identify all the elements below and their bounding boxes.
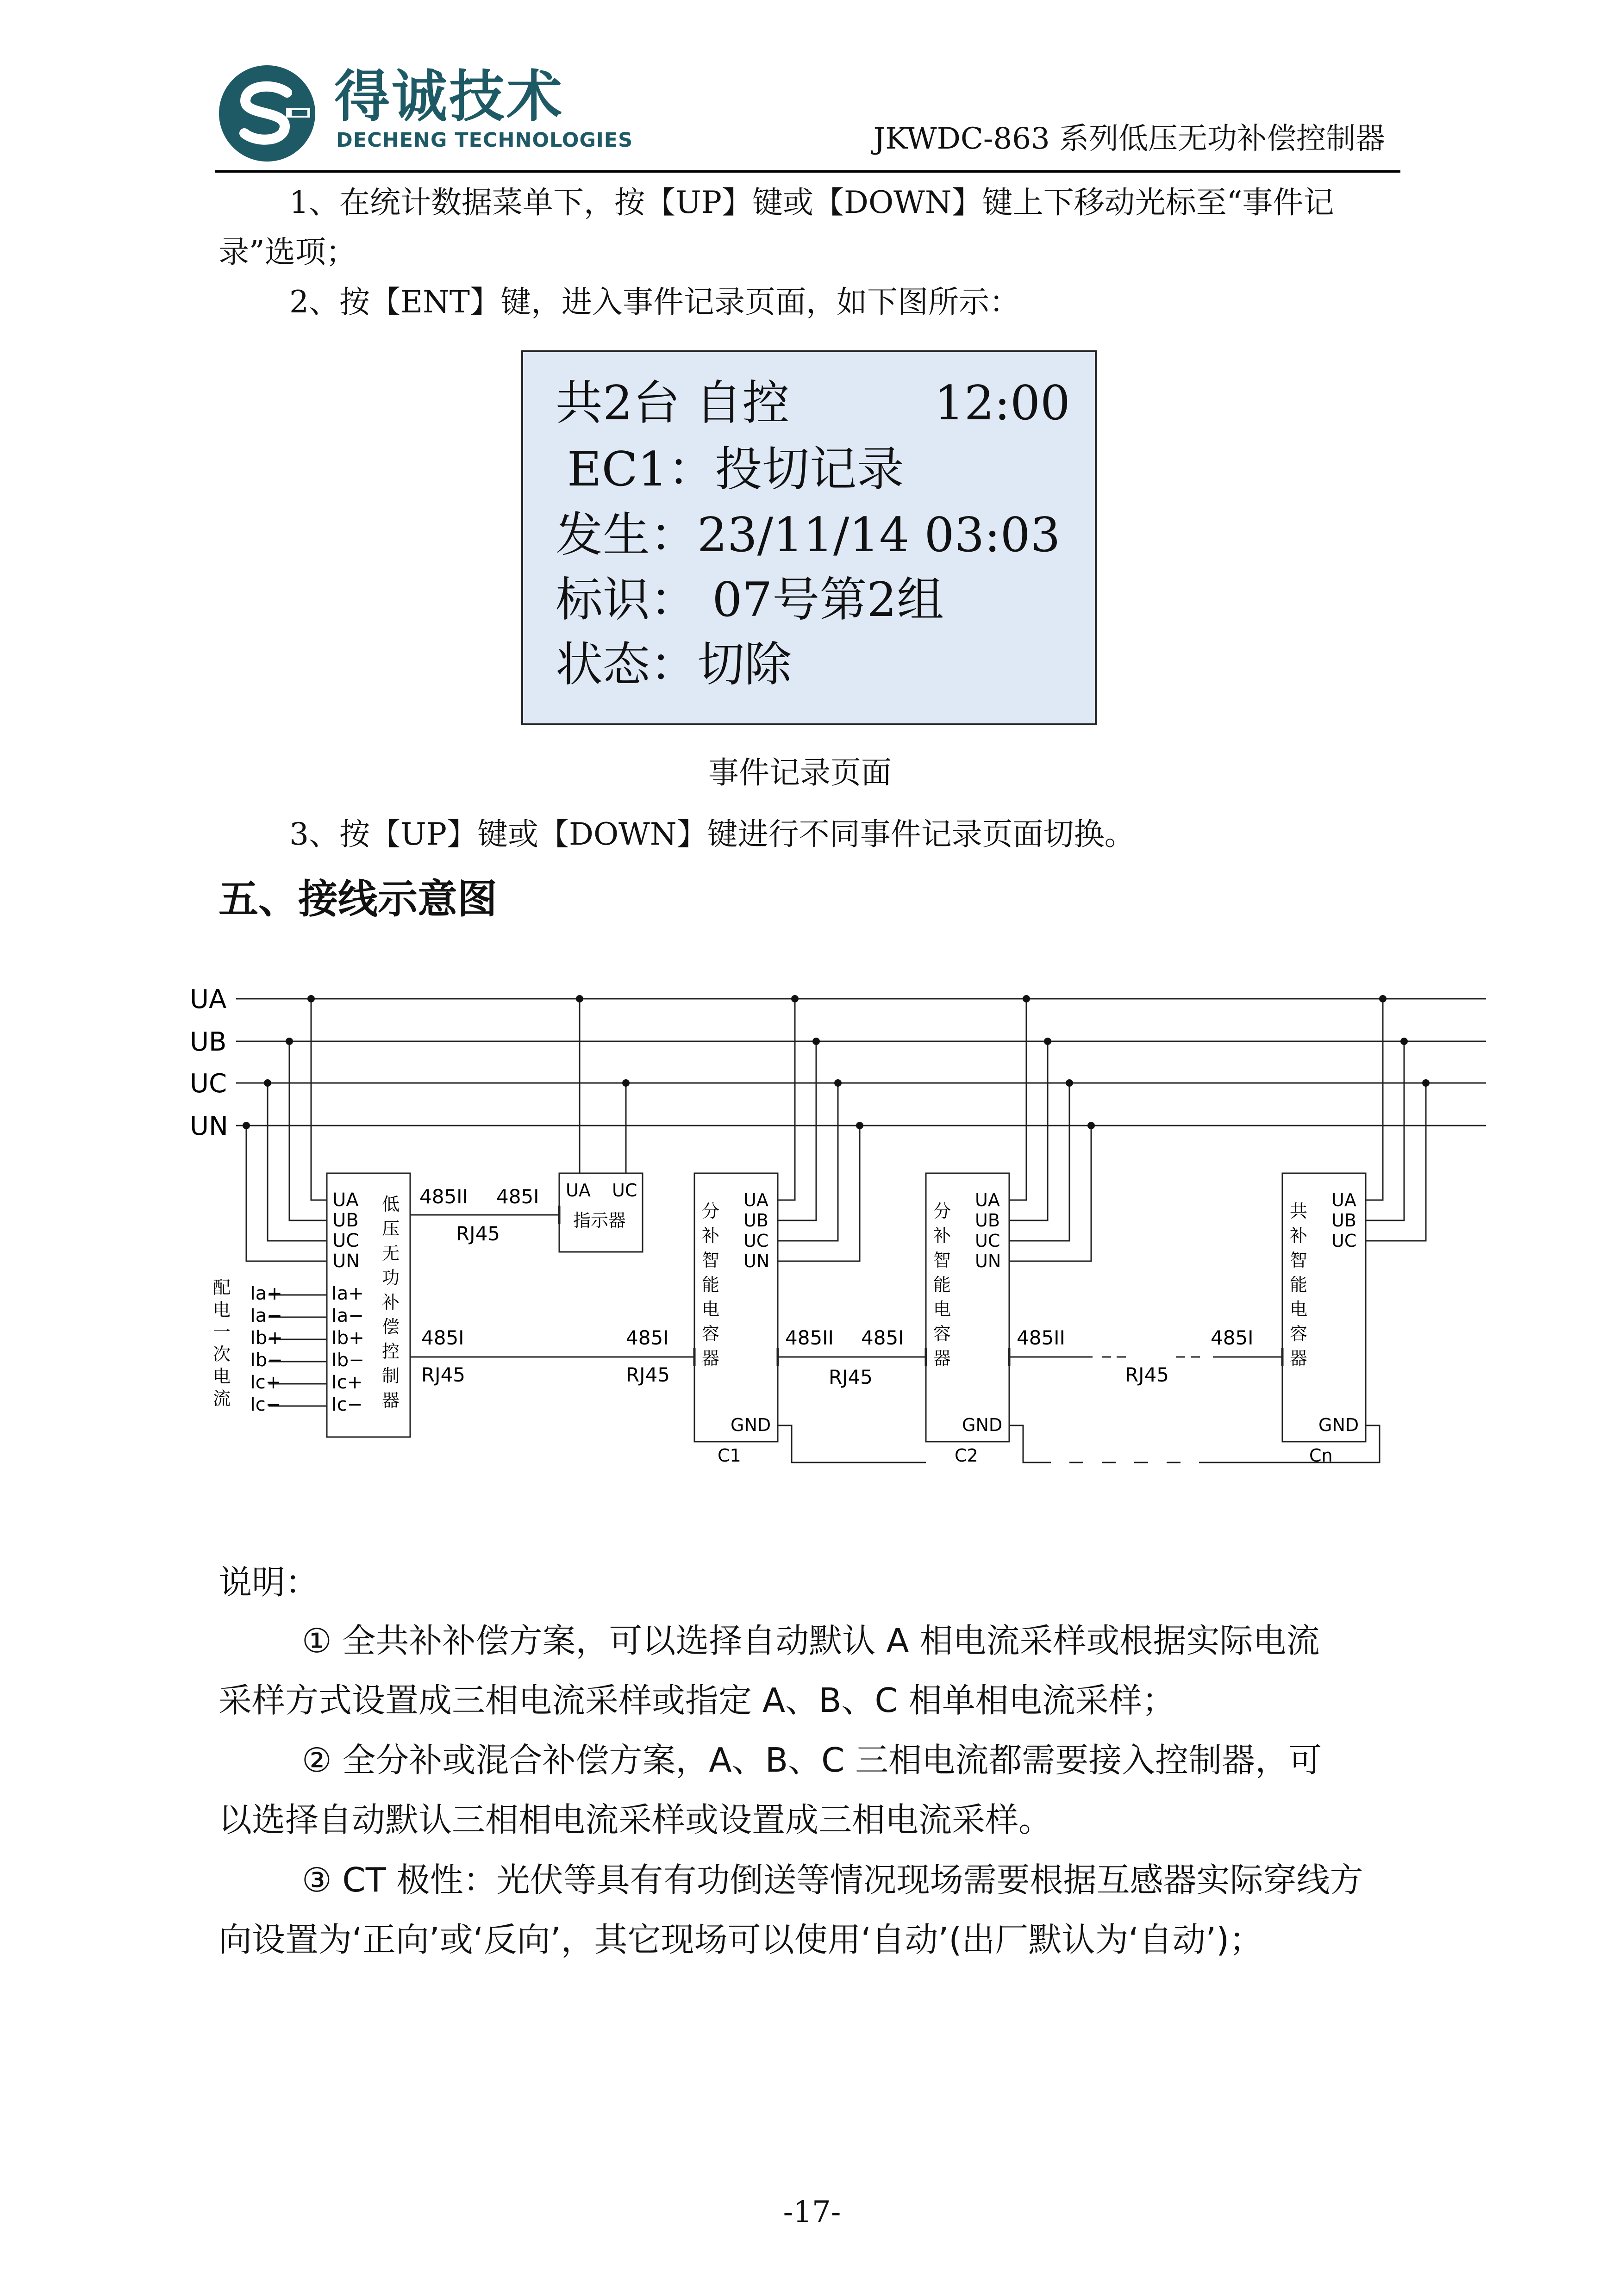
note-3-line-2: 向设置为‘正向’或‘反向’，其它现场可以使用‘自动’(出厂默认为‘自动’)； bbox=[219, 1920, 1263, 1959]
controller-name-char: 压 bbox=[382, 1219, 400, 1239]
rj45-label: RJ45 bbox=[1125, 1363, 1169, 1386]
ct-terminal-label: Ib− bbox=[250, 1350, 283, 1371]
controller-name-char: 器 bbox=[382, 1390, 400, 1411]
lcd-line-1: 共2台 自控 bbox=[556, 376, 790, 431]
wiring-diagram bbox=[0, 972, 1624, 1490]
cn-name-char: 能 bbox=[1290, 1275, 1308, 1295]
c1-voltage-terminal: UC bbox=[743, 1231, 769, 1251]
port-485ii-label: 485II bbox=[1017, 1326, 1065, 1349]
lcd-time: 12:00 bbox=[934, 376, 1070, 431]
cn-name-char: 共 bbox=[1290, 1201, 1308, 1221]
c2-voltage-terminal: UC bbox=[975, 1231, 1000, 1251]
port-485i-label: 485I bbox=[421, 1326, 464, 1349]
c1-voltage-terminal: UB bbox=[743, 1210, 768, 1231]
controller-name-char: 补 bbox=[382, 1292, 400, 1313]
rj45-label: RJ45 bbox=[829, 1366, 873, 1388]
ctrl-current-terminal: Ic+ bbox=[331, 1372, 363, 1393]
indicator-terminal: UA bbox=[566, 1180, 591, 1201]
controller-name-char: 无 bbox=[382, 1243, 400, 1263]
note-2-line-2: 以选择自动默认三相相电流采样或设置成三相电流采样。 bbox=[219, 1800, 1052, 1839]
logo-english-name: DECHENG TECHNOLOGIES bbox=[336, 129, 633, 152]
cn-name-char: 智 bbox=[1290, 1250, 1308, 1270]
step-2: 2、按【ENT】键，进入事件记录页面，如下图所示： bbox=[289, 284, 1020, 320]
rj45-label: RJ45 bbox=[626, 1363, 670, 1386]
controller-name-char: 控 bbox=[382, 1341, 400, 1362]
port-485ii-label: 485II bbox=[785, 1326, 834, 1349]
step-1-line-2: 录”选项； bbox=[219, 234, 356, 270]
controller-name-char: 偿 bbox=[382, 1317, 400, 1337]
bus-label-uc: UC bbox=[190, 1069, 227, 1099]
lcd-line-4: 标识： 07号第2组 bbox=[556, 572, 944, 628]
ct-label-char: 流 bbox=[213, 1388, 231, 1409]
controller-name-char: 低 bbox=[382, 1194, 400, 1214]
ctrl-voltage-terminal: UC bbox=[332, 1230, 359, 1251]
c2-gnd-label: GND bbox=[962, 1415, 1003, 1435]
ct-label-char: 电 bbox=[213, 1300, 231, 1320]
ctrl-voltage-terminal: UB bbox=[332, 1210, 359, 1231]
port-485ii-label: 485II bbox=[419, 1185, 468, 1208]
rj45-label: RJ45 bbox=[456, 1222, 500, 1245]
cn-voltage-terminal: UB bbox=[1331, 1210, 1356, 1231]
c2-name-char: 电 bbox=[933, 1299, 951, 1319]
c2-name-char: 能 bbox=[933, 1275, 951, 1295]
c1-gnd-label: GND bbox=[731, 1415, 771, 1435]
step-1-line-1: 1、在统计数据菜单下，按【UP】键或【DOWN】键上下移动光标至“事件记 bbox=[289, 185, 1334, 220]
cn-name-char: 容 bbox=[1290, 1324, 1308, 1344]
indicator-terminal: UC bbox=[612, 1180, 637, 1201]
bus-label-ub: UB bbox=[190, 1027, 227, 1057]
step-3: 3、按【UP】键或【DOWN】键进行不同事件记录页面切换。 bbox=[289, 816, 1135, 852]
c1-name-char: 能 bbox=[702, 1275, 720, 1295]
cn-name-char: 补 bbox=[1290, 1226, 1308, 1246]
ctrl-voltage-terminal: UA bbox=[332, 1189, 359, 1211]
lcd-line-3: 发生：23/11/14 03:03 bbox=[556, 508, 1061, 563]
ct-terminal-label: Ib+ bbox=[250, 1327, 283, 1349]
c2-name-char: 容 bbox=[933, 1324, 951, 1344]
ct-label-char: 次 bbox=[213, 1344, 231, 1364]
lcd-line-5: 状态：切除 bbox=[556, 637, 792, 692]
ctrl-current-terminal: Ic− bbox=[331, 1394, 363, 1415]
c2-name-char: 补 bbox=[933, 1226, 951, 1246]
ct-terminal-label: Ia− bbox=[250, 1305, 282, 1326]
note-2-line-1: ② 全分补或混合补偿方案，A、B、C 三相电流都需要接入控制器，可 bbox=[302, 1741, 1322, 1780]
c1-name-char: 智 bbox=[702, 1250, 720, 1270]
cn-voltage-terminal: UA bbox=[1331, 1190, 1356, 1210]
c1-name-char: 补 bbox=[702, 1226, 720, 1246]
page-number: -17- bbox=[783, 2195, 841, 2229]
cn-voltage-terminal: UC bbox=[1331, 1231, 1357, 1251]
lcd-caption: 事件记录页面 bbox=[708, 755, 892, 790]
rj45-label: RJ45 bbox=[421, 1363, 466, 1386]
ctrl-current-terminal: Ia− bbox=[331, 1305, 364, 1326]
ct-label-char: 配 bbox=[213, 1277, 231, 1298]
c2-voltage-terminal: UA bbox=[975, 1190, 1000, 1210]
c1-label: C1 bbox=[718, 1445, 741, 1466]
ctrl-current-terminal: Ib+ bbox=[331, 1327, 364, 1349]
company-logo-icon bbox=[218, 64, 317, 163]
c1-name-char: 容 bbox=[702, 1324, 720, 1344]
note-3-line-1: ③ CT 极性：光伏等具有有功倒送等情况现场需要根据互感器实际穿线方 bbox=[302, 1860, 1363, 1899]
lcd-line-2: EC1：投切记录 bbox=[567, 442, 904, 497]
bus-label-ua: UA bbox=[190, 984, 227, 1014]
cn-label: Cn bbox=[1309, 1445, 1333, 1466]
c1-voltage-terminal: UN bbox=[743, 1251, 770, 1271]
note-1-line-2: 采样方式设置成三相电流采样或指定 A、B、C 相单相电流采样； bbox=[219, 1681, 1175, 1720]
c1-voltage-terminal: UA bbox=[743, 1190, 768, 1210]
document-title: JKWDC-863 系列低压无功补偿控制器 bbox=[873, 122, 1385, 156]
cn-name-char: 电 bbox=[1290, 1299, 1308, 1319]
lcd-event-record-screen bbox=[521, 350, 1097, 725]
c2-name-char: 智 bbox=[933, 1250, 951, 1270]
ct-terminal-label: Ic− bbox=[250, 1394, 281, 1415]
port-485i-label: 485I bbox=[1211, 1326, 1254, 1349]
port-485i-label: 485I bbox=[496, 1185, 539, 1208]
ctrl-current-terminal: Ib− bbox=[331, 1350, 364, 1371]
note-1-line-1: ① 全共补补偿方案，可以选择自动默认 A 相电流采样或根据实际电流 bbox=[302, 1621, 1320, 1660]
bus-label-un: UN bbox=[190, 1111, 228, 1141]
c2-voltage-terminal: UN bbox=[975, 1251, 1001, 1271]
c2-name-char: 分 bbox=[933, 1201, 951, 1221]
indicator-name: 指示器 bbox=[573, 1210, 626, 1231]
c2-label: C2 bbox=[955, 1445, 978, 1466]
ctrl-voltage-terminal: UN bbox=[332, 1251, 360, 1272]
notes-title: 说明： bbox=[219, 1563, 319, 1602]
port-485i-label: 485I bbox=[626, 1326, 669, 1349]
controller-name-char: 制 bbox=[382, 1366, 400, 1386]
port-485i-label: 485I bbox=[861, 1326, 904, 1349]
header-rule bbox=[215, 170, 1400, 173]
cn-gnd-label: GND bbox=[1318, 1415, 1359, 1435]
logo-chinese-name: 得诚技术 bbox=[334, 65, 564, 129]
c2-name-char: 器 bbox=[933, 1348, 951, 1369]
ct-terminal-label: Ic+ bbox=[250, 1372, 281, 1393]
ct-label-char: 电 bbox=[213, 1366, 231, 1387]
ct-terminal-label: Ia+ bbox=[250, 1283, 282, 1304]
ct-label-char: 一 bbox=[213, 1322, 231, 1342]
c1-name-char: 器 bbox=[702, 1348, 720, 1369]
c1-name-char: 电 bbox=[702, 1299, 720, 1319]
section-title: 五、接线示意图 bbox=[219, 876, 497, 922]
ctrl-current-terminal: Ia+ bbox=[331, 1283, 364, 1304]
controller-name-char: 功 bbox=[382, 1268, 400, 1288]
cn-name-char: 器 bbox=[1290, 1348, 1308, 1369]
c2-voltage-terminal: UB bbox=[975, 1210, 1000, 1231]
c1-name-char: 分 bbox=[702, 1201, 720, 1221]
